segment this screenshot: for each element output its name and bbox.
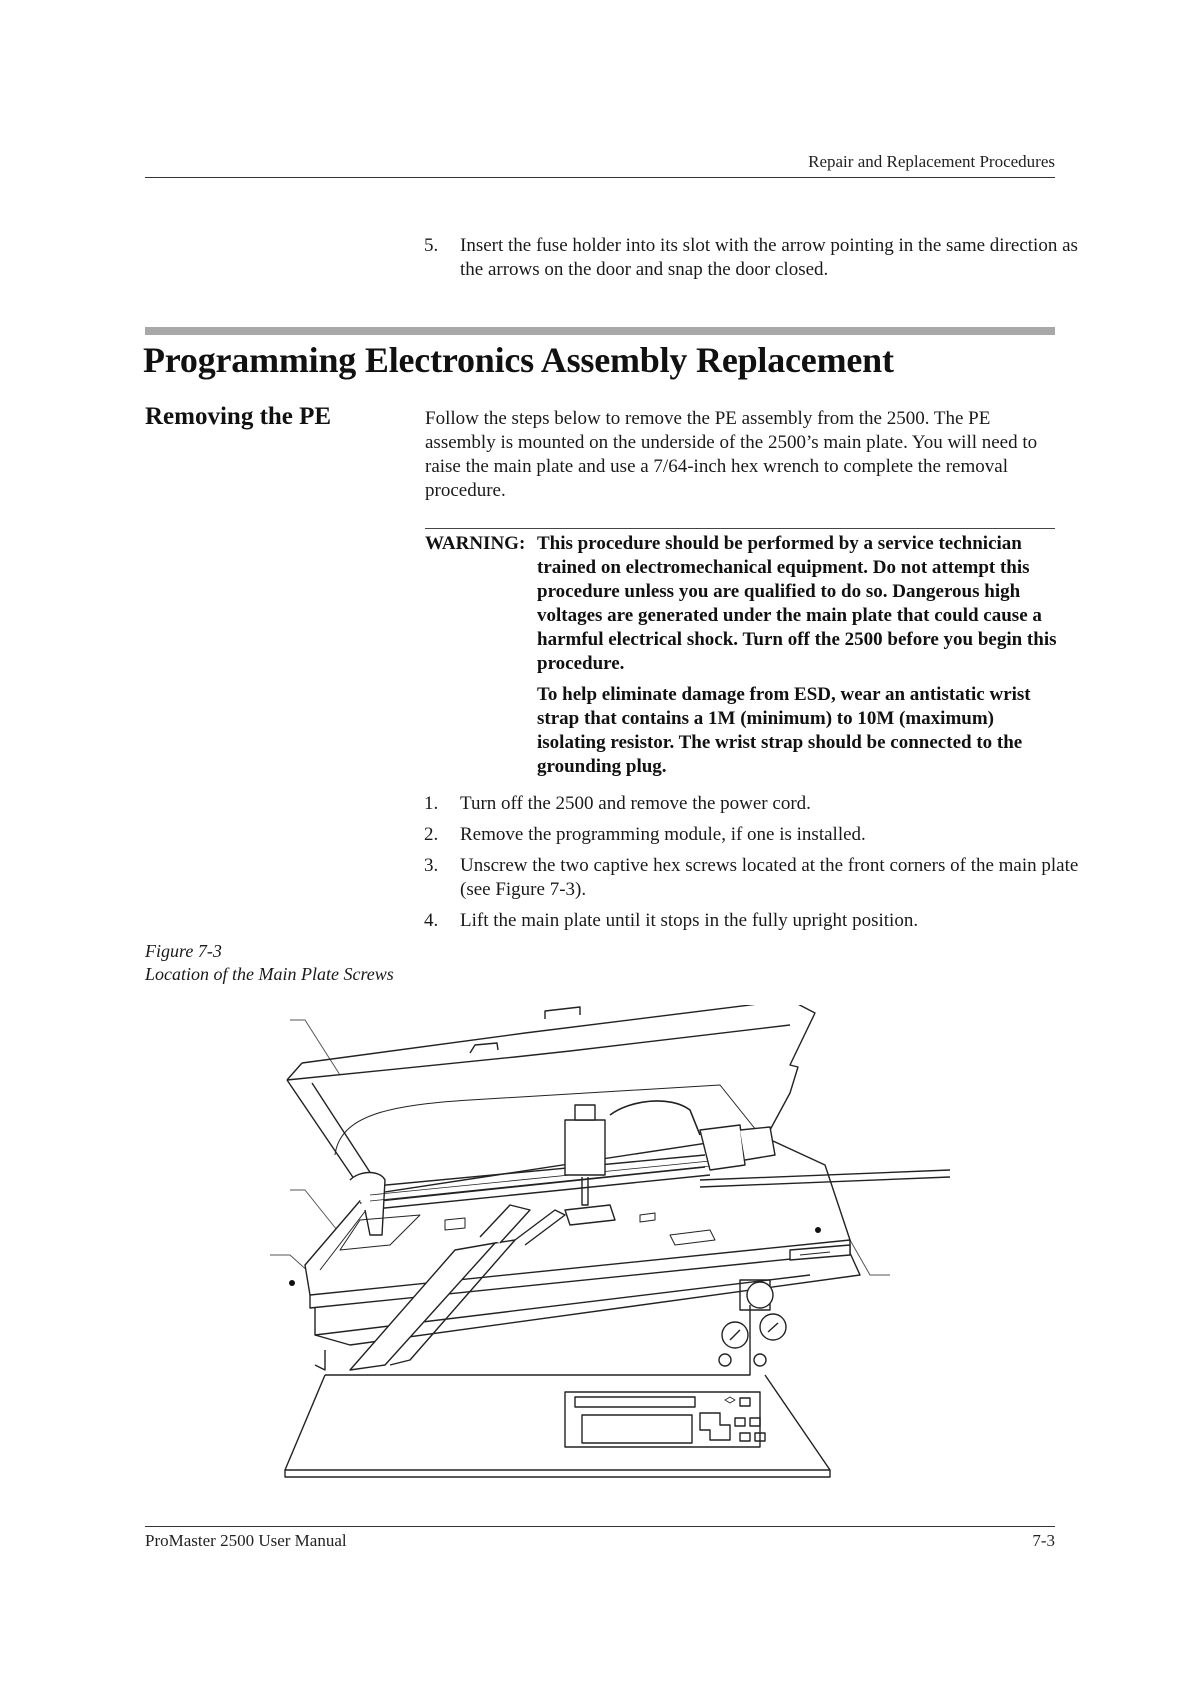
figure-title: Location of the Main Plate Screws	[145, 964, 394, 984]
running-header: Repair and Replacement Procedures	[808, 152, 1055, 171]
section-divider-bar	[145, 327, 1055, 335]
step-text: Turn off the 2500 and remove the power cord.	[460, 793, 811, 814]
screw-left	[289, 1280, 295, 1286]
header-rule	[145, 177, 1055, 178]
footer-manual-title: ProMaster 2500 User Manual	[145, 1531, 347, 1550]
step-number: 4.	[424, 910, 439, 931]
step-text: Lift the main plate until it stops in the fully upright position.	[460, 910, 919, 931]
step-number: 1.	[424, 793, 439, 814]
step-number: 2.	[424, 824, 439, 845]
step-number: 3.	[424, 855, 439, 876]
warning-rule	[425, 528, 1055, 529]
step-text: Remove the programming module, if one is installed.	[460, 824, 866, 845]
base-panel	[285, 1305, 830, 1477]
footer-rule	[145, 1526, 1055, 1527]
gauges	[719, 1245, 850, 1366]
intro-paragraph: Follow the steps below to remove the PE assembly from the 2500. The PE assembly is mounted on the underside of the 2500’s main plate. You will need to raise the main plate and use a 7/64-inch hex wrench to complete the removal procedure.	[425, 408, 1038, 501]
section-title: Programming Electronics Assembly Replacement	[143, 340, 894, 380]
step-number: 5.	[424, 235, 439, 256]
screw-right	[815, 1227, 821, 1233]
warning-label: WARNING:	[425, 533, 526, 554]
step-text: Unscrew the two captive hex screws located at the front corners of the main plate (see Figure 7-3).	[460, 855, 1079, 900]
step-text: Insert the fuse holder into its slot with the arrow pointing in the same direction as the arrows on the door and snap the door closed.	[460, 235, 1078, 280]
footer-page-number: 7-3	[1032, 1531, 1055, 1550]
figure-number: Figure 7-3	[145, 941, 222, 961]
figure-caption	[145, 940, 394, 986]
subsection-title: Removing the PE	[145, 403, 332, 430]
esd-warning-text: To help eliminate damage from ESD, wear an antistatic wrist strap that contains a 1M (minimum) to 10M (maximum) isolating resistor. The wrist strap should be connected to the grounding plug.	[537, 684, 1031, 777]
warning-text: This procedure should be performed by a service technician trained on electromechanical equipment. Do not attempt this procedure unless you are qualified to do so. Dangerous high voltages are generated under the main plate that could cause a harmful electrical shock. Turn off the 2500 before you begin this procedure.	[537, 533, 1057, 674]
figure-illustration	[270, 1005, 950, 1490]
